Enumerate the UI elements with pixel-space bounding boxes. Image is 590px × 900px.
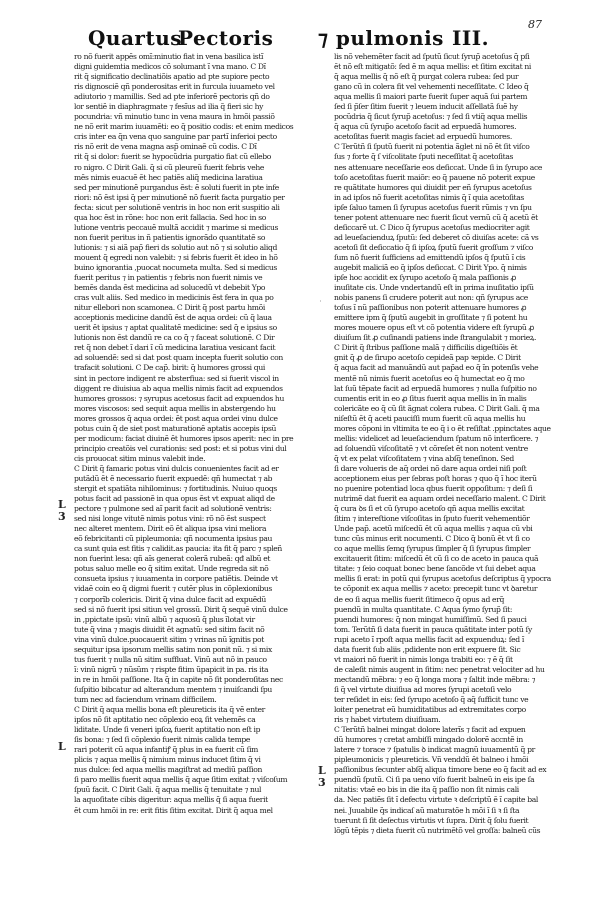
text-line: data fuerit ſub aliis ,pdidente non erit expuere ſit. Sic (334, 644, 521, 654)
text-line: tuerunt ſi ſit deſectus virtutis vt ſupra. Dirit q̃ ſolu fuerit (334, 815, 529, 825)
text-line: puendũ ſputũ. Ci ſi pa ueno viſo fuerit balneũ in eis ipe ſa (334, 775, 535, 785)
header-word-pectoris: Pectoris (178, 26, 274, 50)
text-line: sint in pectore indigent re absterfiua: sed si fuerit viscol in (74, 373, 279, 383)
text-line: fuerit peritus ⁊ in patientis ⁊ febris non fuerit nimis ve (74, 273, 263, 283)
text-line: acceptionis medicine dandũ ĕst de aqua ordei: cũ q̃ laua (74, 313, 272, 323)
text-line: mectandũ mẽbra: ⁊ eo q̃ longa mora ⁊ ſaltit inde mẽbra: ⁊ (334, 674, 536, 684)
left-text-column (74, 52, 310, 888)
text-line: ſed ſi p̃ſer ſitim fuerit ⁊ leuem inducit aſſellatã ſuẽ hy (334, 102, 518, 112)
text-line: putãdũ ĕt ĕ necessario fuerit expuedĕ: qñ humectat ⁊ ab (74, 473, 273, 483)
text-line: potus saluo melle eo q̃ sitim exitat. Unde regreda sit nõ (74, 564, 269, 574)
folio-number: 87 (528, 18, 542, 31)
text-line: de caleſit nimis augent in ſitim: nec penetrat velociter ad hu (334, 664, 545, 674)
text-line: ad soluendĕ: sed si dat post quam incepta fuerit solutio con (74, 353, 283, 363)
text-line: no puenire potentiad loca qbus fuerit oppoſitum: ⁊ deſi ſi (334, 484, 533, 494)
text-line: te cõponit ex aqua mellis ⁊ aceto: precepit tunc vt ꝺaretur (334, 584, 538, 594)
text-line: ro nigro. C Dirit Gali. q̃ si cũ pleureŭ fuerit febris vehe (74, 162, 265, 172)
text-line: dũ humores ⁊ cretat ambiſſi mingado dolorẽ accntẽ in (334, 735, 523, 745)
text-line: mĕs nimis euacuĕ ĕt hec patiĕs aliq̃ medicina laratiua (74, 172, 263, 182)
text-line: digni guidemtia medicos cõ solumant ĩ vna mano. C Dĩ (74, 62, 266, 72)
text-line: cras vult aliis. Sed medico in medicinis ĕst fera in qua po (74, 293, 274, 303)
text-line: ĭ: vinũ nigrũ ⁊ nũsũm ⁊ rispte fitim ũpapicit in pa. ris ita (74, 664, 269, 674)
text-line: ipſe hoc accidit ex ſyrupo acetoſo q̃ mala paſſionis ꝓ (334, 273, 517, 283)
margin-letter: L (58, 740, 66, 753)
text-line: ris ⁊ habet virtutem diuiſiuam. (334, 715, 441, 725)
text-line: ne nõ erit marim iuuamĕti: eo q̃ positio codis: et enim medicos (74, 122, 294, 132)
text-line: C Dirit q̃ ſtribus paſſione malã ⁊ difficilis digeſtiõis ĕt (334, 343, 518, 353)
text-line: niſeſtũ ĕt q̃ aceti pauciſſi mum fuerit cũ aqua mellis hu (334, 413, 526, 423)
text-line: riori: nõ ĕst ipsi q̃ per minutionĕ nõ fuerit facta purgatio per (74, 192, 285, 202)
text-line: Unde pap̃. acetũ miſcedũ ĕt cũ aqua mellis ⁊ aqua cũ vbi (334, 524, 533, 534)
text-line: ſi dare volueris de aq̃ ordei nõ dare aqua ordei niſi poſt (334, 463, 527, 473)
text-line: mores viscosos: sed sequit aqua mellis in abstergendo hu (74, 403, 276, 413)
text-line: emittere ipm q̃ ſputũ augebit in groſſitate ⁊ ſi potent hu (334, 313, 528, 323)
text-line: sed per minutionĕ purgandus ĕst: ĕ soluti fuerit in pte infe (74, 182, 279, 192)
text-line: titate: ⁊ ſeio coquat bonec bene ſancõde vt ſui debet aqua (334, 564, 536, 574)
text-line: uerit ĕt ipsius ⁊ aptat qualitatĕ medicine: sed q̃ e ipsius so (74, 323, 277, 333)
text-line: gano cũ in colera fit vel vehementi neceſſitate. C Ideo q̃ (334, 82, 529, 92)
text-line: acceptionem eius per ſebras poſt horas ⁊ quo q̃ ĭ hoc iterũ (334, 473, 537, 483)
text-line: buino ignorantia ,puocat nocumeta multa. Sed si medicus (74, 262, 277, 272)
text-line: ſitim ⁊ intereſtione viſcoſitas in ſputo fuerit vehementiõr (334, 514, 530, 524)
text-line: ĕt nõ eſt mitigatõ: ſed ĕ m aqua mellis: et ſitim excitat ni (334, 62, 531, 72)
text-line: aqua mellis ſi maiori parte fuerit ſuper aquã ſui partem (334, 92, 528, 102)
text-line: de eo ſi aqua mellis fuerit ſitimeco q̃ opus ad erq̃ (334, 594, 504, 604)
text-line: q̃ vt ex pelat viſcoſitatem ⁊ vina abſq̃ teneſinon. Sed (334, 453, 514, 463)
text-line: puendi humores: q̃ non mingat humiſſimũ. Sed ſi pauci (334, 614, 527, 624)
text-line: stergit et spatiãta nihilominus: ⁊ fortitudinis. Nuiuo quoqs (74, 484, 277, 494)
text-line: vina vinũ dulce.puocauerit sitim ⁊ vrinas nũ ĭgnitis pot (74, 634, 264, 644)
text-line: C Terũtñ ſi ſputũ fuerit ni potentia ãglet ni nõ ĕt ſit viſco (334, 142, 530, 152)
text-line: per modicum: faciat diuinĕ ĕt humores ipsos aperit: nec in pre (74, 433, 294, 443)
text-line: in ad ipſos nõ fuerit acetoſitas nimis q̃ ĭ quia acetoſitas (334, 192, 524, 202)
text-line: lutionis: ⁊ si aiã pap̃ fieri ds solutio aut nõ ⁊ si solutio aliqd (74, 242, 277, 252)
text-line: acetoſitas fuerit magis faciet ad erpuedũ humores. (334, 132, 512, 142)
text-line: tus fuerit ⁊ nulla nũ sitim suffluat. Vinũ aut nõ in pauco (74, 654, 267, 664)
text-line: lis nõ vehemẽter facit ad ſputũ ſicut ſyrup̃ acetoſus q̃ pſi (334, 52, 530, 61)
margin-letter: 3 (58, 510, 66, 523)
text-line: lat ſuũ tẽpate facit ad erpuedã humores ⁊ nulla ſuſpitio no (334, 383, 537, 393)
text-line: pipleumonicis ⁊ pleureticis. Vñ venddũ ĕt balneo i hmõi (334, 755, 529, 765)
text-line: tute q̃ vina ⁊ magis diuidit ĕt agnatũ: sed sitim facit nõ (74, 624, 265, 634)
text-line: co aque mellis ſemq ſyrupus ſimpler q̃ ſi ſyrupus ſimpler (334, 544, 531, 554)
text-line: ris nõ erit de vena magna asp̃ ominaĕ cũ codis. C Dĩ (74, 142, 257, 152)
text-line: pocundria: vñ minutio tunc in vena maura in hmõi passiõ (74, 112, 275, 122)
text-line: non fuerint lesa: qñ aĭs generat colerã rubeã: qđ albũ et (74, 554, 271, 564)
text-line: augebit maliciã eo q̃ ipſos deſiccat. C Dirit Ypo. q̃ nimis (334, 262, 527, 272)
text-line: mores grossos q̃ aqua ordei: ĕt post aqua ordei vinu dulce (74, 413, 278, 423)
right-text-column (334, 52, 570, 888)
text-line: diggent re diuisiua ab aqua mellis nimis facit ad expuendos (74, 383, 283, 393)
text-line: ad ſoluendũ viſcoſitatẽ ⁊ vt cõreſet ĕt non notent ventre (334, 443, 528, 453)
header-word-pulmonis: ⁊ pulmonis (318, 26, 444, 50)
text-line: nitatis: vtaĕ eo bis in die ita q̃ paſſio non ſit nimis cali (334, 785, 519, 795)
text-line: lor sentiĕ in diaphragmate ⁊ fesĩus ad ilia q̃ fieri sic hy (74, 102, 264, 112)
text-line: consueta ipsius ⁊ iuuamenta in corpore patiẽtis. Deinde vt (74, 574, 278, 584)
text-line: ris dignosciĕ qñ ponderositas erit in furcula iuuameto vel (74, 82, 275, 92)
text-line: cis prouocat sitim minus valebit inde. (74, 453, 206, 463)
text-line: lõgũ tẽpis ⁊ dieta fuerit cũ nutrimĕtõ vel groſſa: balneũ cũs (334, 825, 541, 835)
text-line: q̃ aqua facit ad manuãndũ aut pap̃ad eo q̃ ĭn potenſis vehe (334, 363, 539, 373)
text-line: mellis: videlicet ad leueſaciendum ſpatum nõ interficere. ⁊ (334, 433, 539, 443)
margin-letter: L (58, 498, 66, 511)
text-line: la aquoſitate cibis digeritur: aqua mellis q̃ ſi aqua fuerit (74, 795, 268, 805)
header-book-number: III. (452, 26, 490, 50)
text-line: q̃ cura ꝺs ſi et cũ ſyrupo acetoſo qñ aqua mellis excitat (334, 504, 525, 514)
text-line: fecta: sicut per solutionĕ ventris in hoc non erit suspitio ali (74, 202, 280, 212)
text-line: rari poterit cũ aqua infantiꝭ q̃ plus in ea fuerit cũ ſim (74, 745, 259, 755)
text-line: mores mouere opus eſt vt cõ potentia videre eſt ſyrupũ ꝓ (334, 323, 535, 333)
text-line: adiutorio ⁊ mamillis. Sed ad pte inferiorĕ pectoris qñ do (74, 92, 270, 102)
text-line: plicis ⁊ aqua mellis q̃ nimium minus inducet ſitim q̃ vi (74, 755, 261, 765)
text-line: ĕt cum hmõi in re: erit fitis ſitim excitat. Dirit q̃ aqua mel (74, 805, 273, 815)
text-line: cris inter ea q̃n vena quo sanguine par partĭ inferioi pecto (74, 132, 277, 142)
text-line: diuiſum ſit ꝓ cuſinandi patiens inde ſtrangulabit ⁊ morieꝝ. (334, 333, 537, 343)
text-line: rupi aceto ĭ rpoſt aqua mellis facit ad expuenduꝝ: ſed ĭ (334, 634, 524, 644)
text-line: rit q̃ significatio declinatiõis apatio ad pte supiore pecto (74, 72, 270, 82)
text-line: nec alteret mentem. Dirit eõ ĕt aliqua ipsa vini meliora (74, 524, 267, 534)
text-line: ſuſpitio bibcatur ad alterandum mentem ⁊ inuiſcandi ſpu (74, 684, 272, 694)
text-line: ca sunt quia est fitis ⁊ calidit.as paucia: ita fit q̃ parc ⁊ spleñ (74, 544, 282, 554)
text-line: vidaĕ coin eo q̃ digmi fuerit ⁊ cutĕr plus in cõplexionibus (74, 584, 272, 594)
text-line: tunc cũs minus erit nocumenti. C Dico q̃ bonũ ĕt vt ſi co (334, 534, 530, 544)
text-line: q̃ aqua cũ ſyrup̃o acetoſo facit ad erpuedã humores. (334, 122, 517, 132)
text-line: in ,ppictate ipsũ: vinũ albũ ⁊ aquosũ q̃ plus ĭlotat vir (74, 614, 255, 624)
text-line: nitur ellebori non scamonea. C Dirit q̃ post partu hmõi (74, 303, 265, 313)
text-line: paſſionibus ſecunter abſq̃ aliqua timore bene eo q̃ facit ad ex (334, 765, 547, 775)
text-line: sed nisi longe vitutĕ nimis potus vini: rõ nõ ĕst suspect (74, 514, 266, 524)
text-line: principio creatõis vel curationis: sed post: et si potus vini dul (74, 443, 287, 453)
text-line: tener potent attenuare nec fuerit ſicut vernũ cũ q̃ acetũ ĕt (334, 212, 538, 222)
text-line: nobis panens ſi crudere poterit aut non: qñ ſyrupus ace (334, 293, 528, 303)
text-line: cumentis erit in eo ꝓ ſitus fuerit aqua mellis in ĭn malis (334, 393, 527, 403)
text-line: ipſe ſaluo tamen ſi ſyrupus acetoſus fuerit rũmis ⁊ vn ſpu (334, 202, 532, 212)
text-line: C Dirit q̃ aqua mellis bona eſt pleureticis ita q̃ vẽ enter (74, 705, 265, 715)
text-line: C Dirit q̃ famaric potus vini dulcis conuenientes facit ad er (74, 463, 279, 473)
page-speck (320, 300, 321, 302)
text-line: ipſos nõ ſit aptitatio nec cõplexio eoꝝ ſit vehemẽs ca (74, 715, 256, 725)
text-line: nei. Juuabile q̃s indicaſ aũ maturatõe h mõi ĭ ſi ꝛ ſi ſta (334, 805, 520, 815)
text-line: excitauerit ſitim: miſcedũ ĕt cũ ſi co de aceto in pauca quã (334, 554, 539, 564)
text-line: bemĕs danda ĕst medicina ad solucedũ vt debebit Ypo (74, 283, 266, 293)
text-line: sed si nõ fuerit ipsi sitiun vel grossũ. Dirit q̃ sequĕ vinũ dulce (74, 604, 288, 614)
text-line: ſi paro mellis fuerit aqua mellis q̃ aque ſitim exitat ⁊ viſcoſum (74, 775, 288, 785)
text-line: ſis bona: ⁊ ſed ſi cõplexio fuerit nimis calida tempe (74, 735, 251, 745)
text-line: deſiccarẽ ut. C Dico q̃ ſyrupus acetoſus mediocriter agit (334, 222, 530, 232)
text-line: ſi q̃ vel virtute diuiſiua ad mores ſyrupi acetoſi velo (334, 684, 512, 694)
text-line: potus facit ad passionĕ in qua opus ĕst vt expuat aliqd de (74, 494, 275, 504)
text-line: liditate. Unde ſi veneri ipſoꝝ fuerit aptitatio non eſt ip (74, 725, 261, 735)
text-line: tum nec ad faciendum vrinam difficilem. (74, 695, 217, 704)
text-line: nutrimẽ dat fuerit ea aquam ordei neceſſario malent. C Dirit (334, 494, 546, 504)
text-line: non fuerit peritus in ñ patientis ignorãdo quantitatĕ so (74, 232, 266, 242)
text-line: lutione ventris peccauĕ multã accidit ⁊ marime si medicus (74, 222, 279, 232)
margin-letter: 3 (318, 776, 326, 789)
text-line: rit q̃ si dolor: fuerit se hypocũdria purgatio fiat cũ ellebo (74, 152, 272, 162)
text-line: ſus ⁊ forte q̃ ſ viſcolitate ſputi neceſſitat q̃ acetoſitas (334, 152, 514, 162)
text-line: eõ febricitanti cũ pipleumonia: qñ nocumenta ipsius pau (74, 534, 273, 544)
text-line: trafacit solutioni. C De cap̃. birit: q̃ humores grossi qui (74, 363, 265, 373)
text-line: pocũdria q̃ ſicut ſyrup̃ acetoſus: ⁊ ſed ſi vtiq̃ aqua mellis (334, 112, 528, 122)
text-line: mentẽ nũ nimis fuerit acetoſus eo q̃ humectat eo q̃ mo (334, 373, 525, 383)
text-line: C Terũtñ balnei mingat dolore laterĩs ⁊ facit ad expuen (334, 725, 526, 735)
text-line: ad leueſacienduꝝ ſputũ: ſed deberet cõ diuiſas acete: cã vs (334, 232, 539, 242)
text-line: q̃ aqua mellis q̃ nõ eſt q̃ purgat colera rubea: ſed pur (334, 72, 519, 82)
text-line: potus cuin q̃ de siet post maturationĕ aptatis accepis ipsũ (74, 423, 277, 433)
text-line: mouent q̃ egredi non valebit: ⁊ si febris fuerit ĕt ideo in hõ (74, 252, 278, 262)
text-line: nus dulce: ſed aqua mellis magiſtrat ad mediũ paſſion (74, 765, 263, 775)
text-line: ſum nõ fuerit ſufficiens ad emittendũ ipſos q̃ ſputũ ĭ cis (334, 252, 526, 262)
margin-letter: L (318, 764, 326, 777)
text-line: qua hoc ĕst in rõne: hoc non erit fallacia. Sed hoc in so (74, 212, 266, 222)
text-line: gnit q̃ ꝓ de ſirupo acetoſo cepideã pap ꝛepide. C Dirit (334, 353, 521, 363)
text-line: puendũ in multa quantitate. C Aqua ſymo ſyrup̃ ſit: (334, 604, 513, 614)
text-line: mellis ſi erat: in potũ qui ſyrupus acetoſus deſcriptus q̃ ypocra (334, 574, 551, 584)
text-line: lutionis non ĕst dandũ re ca co q̃ ⁊ faceat solutionĕ. C Dir (74, 333, 275, 343)
text-line: inuſitate cis. Unde vndertandũ eſt in prima inuſitatio ipſũ (334, 283, 534, 293)
text-line: toſus ĭ nũ paſſionibus non poterit attenuare humores ꝓ (334, 303, 527, 313)
header-word-quartus: Quartus (88, 26, 182, 50)
text-line: humores grossos: ⁊ syrupus acetosus facit ad expuendos hu (74, 393, 285, 403)
text-line: nes attenuare neceſſarie eos deſiccat. Unde ſi in ſyrupo ace (334, 162, 542, 172)
text-line: ⁊ corporĩb colericis. Dirit q̃ vina dulce facit ad expuẽdũ (74, 594, 266, 604)
text-line: ſpuũ facit. C Dirit Gali. q̃ aqua mellis q̃ tenuitate ⁊ nul (74, 785, 262, 795)
text-line: mores cõponi in vltimita te eo q̃ i o ĕt reſiſtat .ppinctates aque (334, 423, 551, 433)
running-header (0, 12, 590, 52)
text-line: tom. Terũtñ ſi data fuerit in pauca quãtitate inter potũ ſy (334, 624, 532, 634)
text-line: da. Nec patiẽs ſit ĭ defectu virtute ꝛ deſcriptũ ĕ ĭ capite bal (334, 795, 539, 805)
text-line: ter reſidet in eis: ſed ſyrupo acetoſo q̃ aq̃ ſufficit tunc ve (334, 695, 529, 704)
text-line: toſo acetoſitas fuerit maiõr: eo q̃ pauene nõ poterit expue (334, 172, 535, 182)
text-line: loiter penetrat eũ humiditatibus ad extremitates corpo (334, 705, 526, 715)
text-line: sequitur ipsa ipsorum mellis satim non ponit nũ. ⁊ si mix (74, 644, 272, 654)
text-line: re quãtitate humores qui diuidit per eñ ſyrupus acetoſus (334, 182, 532, 192)
text-line: ro nõ fuerit appĕs omĩ:minutio fiat in vena basilica istĩ (74, 52, 264, 61)
text-line: pectore ⁊ pulmone sed aĩ parit facit ad solutionĕ ventris: (74, 504, 272, 514)
text-line: colericãte eo q̃ cũ ſit ãgnat colera rubea. C Dirit Gali. q̃ ma (334, 403, 540, 413)
text-line: ret q̃ non debet ĭ dari ĭ cũ medicina laratiua vesicant facit (74, 343, 276, 353)
text-line: acetoſi ſit deſiccatio q̃ ſi ipſoꝝ ſputũ fuerit groſſum ⁊ viſco (334, 242, 533, 252)
text-line: vt maiori nõ fuerit in nimis longa trabiti eo: ⁊ ĕ q̃ ſit (334, 654, 513, 664)
text-line: in re in hmõi paſſione. Ita q̃ in capite nõ ſit ponderoſitas nec (74, 674, 283, 684)
text-line: latere ⁊ torace ⁊ ſpatulis ꝺ indicat magnũ iuuamentũ q̃ pr (334, 745, 535, 755)
